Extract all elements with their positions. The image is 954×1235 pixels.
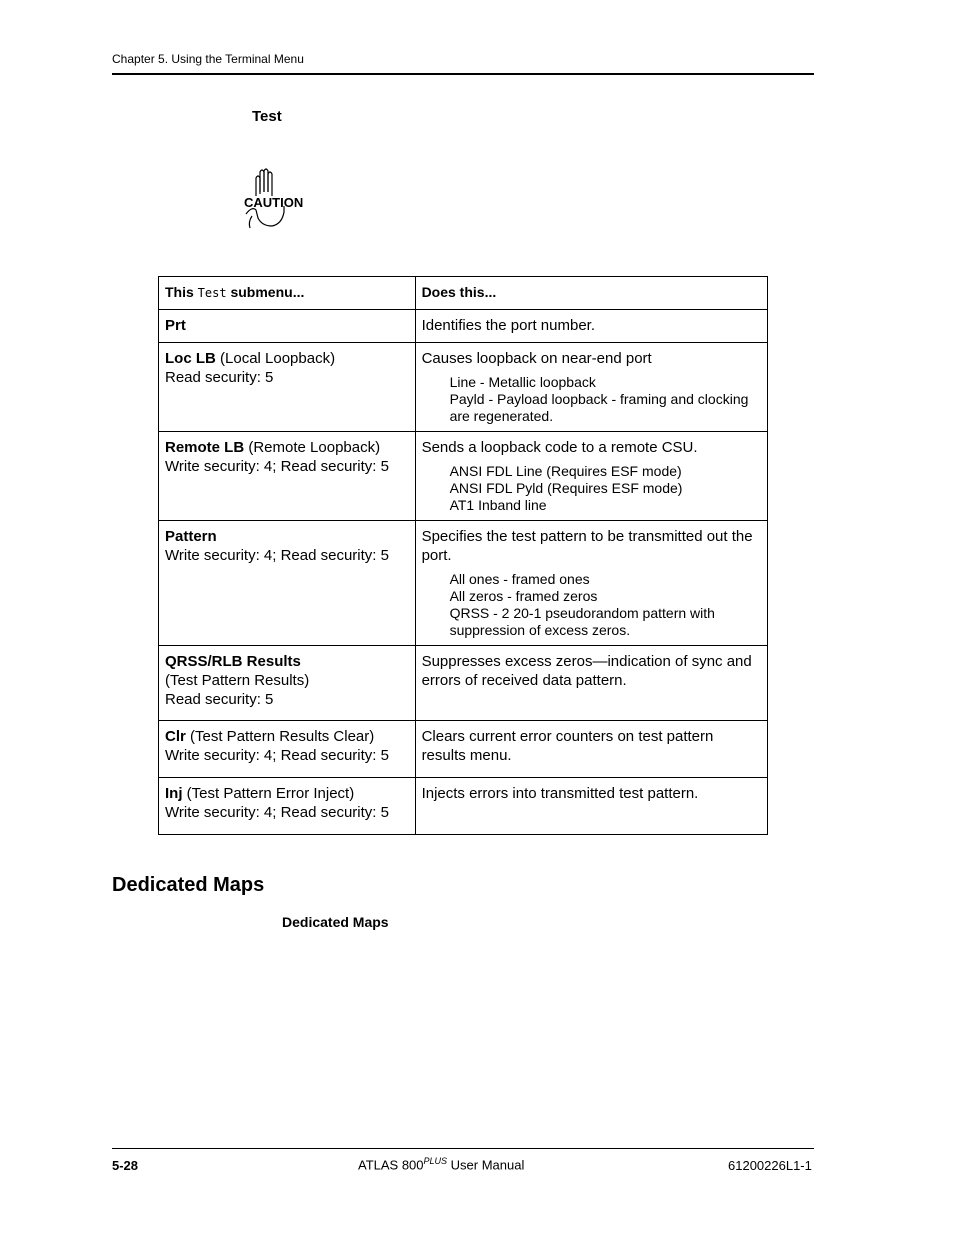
row-security: Write security: 4; Read security: 5	[165, 747, 389, 764]
col2-header: Does this...	[415, 277, 767, 310]
table-header-row	[159, 277, 768, 310]
row-desc: Sends a loopback code to a remote CSU.	[421, 439, 698, 456]
header-rule	[112, 73, 814, 75]
row-security: Write security: 4; Read security: 5	[165, 804, 389, 821]
table-row: Remote LB (Remote Loopback) Write security: 4; Read security: 5 Sends a loopback code to a remote CSU. ANSI FDL Line (Requires ESF mode) ANSI FDL Pyld (Requires ESF mode) AT1 Inband line	[159, 432, 768, 521]
section-label: Test	[252, 108, 282, 125]
row-security: Write security: 4; Read security: 5	[165, 547, 389, 564]
row-options: ANSI FDL Line (Requires ESF mode) ANSI FDL Pyld (Requires ESF mode) AT1 Inband line	[449, 463, 683, 513]
row-desc: Suppresses excess zeros—indication of sync and errors of received data pattern.	[415, 646, 767, 721]
col1-header: This Test submenu...	[159, 277, 416, 310]
manual-title: ATLAS $800^{PLUS}$ User Manual	[358, 1156, 525, 1173]
row-security: Read security: 5	[165, 369, 274, 386]
row-security: Write security: 4; Read security: 5	[165, 458, 389, 475]
doc-number: 61200226L1-1	[728, 1158, 812, 1173]
caution-hand-icon	[238, 166, 304, 232]
caution-label: CAUTION	[244, 195, 304, 210]
table-row	[159, 310, 768, 343]
section-heading: Dedicated Maps	[112, 874, 265, 896]
table-row: Clr (Test Pattern Results Clear) Write security: 4; Read security: 5 Clears current error counters on test pattern results menu.	[159, 721, 768, 778]
page-number: 5-28	[112, 1158, 139, 1173]
running-header: Chapter 5. Using the Terminal Menu	[112, 52, 304, 66]
row-security: (Test Pattern Results) Read security: 5	[165, 672, 310, 708]
row-options: All ones - framed ones All zeros - framed zeros QRSS - 2 20-1 pseudorandom pattern with suppression of excess zeros.	[449, 571, 715, 638]
row-name: Remote LB	[165, 439, 245, 456]
row-name: Loc LB	[165, 350, 216, 367]
test-submenu-table	[158, 276, 768, 835]
table-row	[159, 521, 768, 646]
row-desc: Clears current error counters on test pattern results menu.	[415, 721, 767, 778]
row-name: Pattern	[165, 528, 217, 545]
row-name: Clr	[165, 728, 186, 745]
row-desc: Injects errors into transmitted test pattern.	[415, 778, 767, 835]
table-row: Inj (Test Pattern Error Inject) Write security: 4; Read security: 5 Injects errors into transmitted test pattern.	[159, 778, 768, 835]
row-options: Line - Metallic loopback Payld - Payload loopback - framing and clocking are regenerated.	[449, 374, 749, 424]
table-row: Loc LB (Local Loopback) Read security: 5 Causes loopback on near-end port Line - Metallic loopback Payld - Payload loopback - framing and clocking are regenerated.	[159, 343, 768, 432]
maps-reference: Dedicated Maps	[282, 914, 389, 930]
row-desc: Specifies the test pattern to be transmitted out the port.	[421, 528, 753, 564]
row-desc: Causes loopback on near-end port	[421, 350, 652, 367]
row-name: Inj	[165, 785, 183, 802]
row-name: Prt	[165, 317, 186, 334]
row-desc: Identifies the port number.	[415, 310, 767, 343]
footer-rule	[112, 1148, 814, 1149]
row-name: QRSS/RLB Results	[165, 653, 301, 670]
table-row	[159, 646, 768, 721]
